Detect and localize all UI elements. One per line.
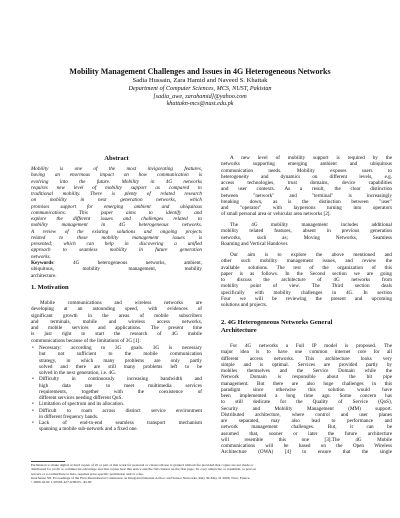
text-line: solutions and projects. xyxy=(221,302,268,308)
keywords xyxy=(31,260,202,279)
heading-line: 2. 4G Heterogeneous Networks General xyxy=(221,319,333,326)
text-line: will resemble this one [3].The 4G Mobile xyxy=(221,436,392,443)
text-line: A review of the existing solutions and ongoing projects xyxy=(31,228,202,235)
text-line: Security and Mobility Management (MM) support. xyxy=(221,405,392,412)
heading-line: Architecture xyxy=(221,327,257,334)
list-item xyxy=(31,345,202,376)
body-paragraph xyxy=(221,155,392,218)
text-line: communication needs. Mobility exposes users to xyxy=(221,167,392,174)
text-line: networks, such as; Moving Networks, Seamless xyxy=(221,234,392,241)
text-line: on mobility in next generation networks, which xyxy=(31,197,202,204)
bullet-icon: • xyxy=(32,376,34,383)
text-line: mobility point of view. The Third section deals xyxy=(221,283,392,290)
text-line: communications because of the limitations of 3G [1]: xyxy=(31,337,141,344)
text-line: distributed for profit or commercial advantage and that copies bear this notice and the full citation on the first page. To copy otherwise, to republish, to post on xyxy=(31,467,257,472)
text-line: and "operator" with laypersons turning into operators xyxy=(221,205,392,211)
text-line: spanning a mobile sub-network and a fixed one. xyxy=(39,426,138,433)
paper-authors: Sadia Hussain, Zara Hamid and Naveed S. Khattak xyxy=(132,77,268,84)
text-line: Limitation of spectrum and its allocation. xyxy=(39,401,125,408)
text-line: of small personal area or vehicular area networks [2]. xyxy=(221,211,331,218)
text-line: Network Domain is responsible about the bit pipe xyxy=(221,374,392,381)
text-line: requires new level of mobility support as compared to xyxy=(31,184,202,191)
text-line: networks. xyxy=(31,253,51,260)
text-line: communications will be based on the Open Wireless xyxy=(221,443,392,449)
text-line: servers or to redistribute to lists, requires prior specific permission and/or a fee. xyxy=(31,471,144,476)
text-line: The 4G mobility management includes additional xyxy=(230,222,392,228)
text-line: strategy, in which many problems are only partly xyxy=(39,357,202,364)
text-line: Architecture (OWA) [4] to ensure that the single xyxy=(221,449,392,456)
text-line: are separated, may also lead to performance and xyxy=(221,418,392,424)
body-paragraph xyxy=(221,222,392,247)
text-line: Difficult to roam across distinct service environment xyxy=(39,407,202,414)
text-line: having an enormous impact on how communication is xyxy=(31,172,202,179)
keywords-text: : 4G heterogeneous networks, ambient, xyxy=(53,260,202,266)
text-line: heterogeneity and dynamics on different levels, e.g. xyxy=(221,173,392,180)
text-line: solved in the next generation, i.e. 4G. xyxy=(39,370,117,376)
affiliation-line: Department of Computer Sciences, MCS, NUST, Pakistan xyxy=(128,85,272,92)
text-line: different access networks. This architecture looks very xyxy=(221,355,392,362)
motivation-paragraph xyxy=(31,300,202,344)
bullet-icon: • xyxy=(32,420,34,426)
text-line: Permission to make digital or hard copies of all or part of this work for personal or classroom use is granted without fee provided that copies are not made or xyxy=(31,463,254,467)
text-line: to discuss the architecture of 4G networks from xyxy=(221,277,392,283)
text-line: For 4G networks a Full IP model is proposed. The xyxy=(230,343,392,349)
text-line: and mobile services and applications. The present time xyxy=(31,325,202,331)
text-line: Distributed architecture, where control and user planes xyxy=(221,411,392,418)
text-line: and user contexts. As a result, the clear distinction xyxy=(221,186,392,193)
list-item xyxy=(31,376,202,401)
list-item xyxy=(31,408,202,421)
text-line: mobility management in 4G heterogeneous networks. xyxy=(31,222,202,229)
text-line: significant growth in the areas of mobile subscribers xyxy=(31,312,202,319)
text-line: specifically with mobility challenges in 4G. In section xyxy=(221,289,392,296)
bullet-icon: • xyxy=(32,345,34,351)
author-affiliation xyxy=(20,85,380,108)
text-line: promises support for emerging ambient and ubiquitous xyxy=(31,203,202,210)
text-line: Four we will be reviewing the present and upcoming xyxy=(221,295,392,302)
text-line: major idea is to have one common internet core for all xyxy=(221,349,392,356)
text-line: solved and there are still many problems left to be xyxy=(39,363,202,370)
text-line: requirements, together with the coexistence of xyxy=(39,388,202,395)
bullet-icon: • xyxy=(32,401,34,408)
text-line: breaking down, as is the distinction between "user" xyxy=(221,198,392,205)
text-line: Lack of end-to-end seamless transport mechanism xyxy=(39,420,202,426)
text-line: paradigm since otherwise this solution would have xyxy=(221,386,392,393)
text-line: ©2006 ACM 1-59593-427-0/06/05...$5.00 xyxy=(31,480,92,485)
text-line: presented; which can help in discovering a unified xyxy=(31,241,202,247)
text-line: networks supporting emerging ambient and ubiquitous xyxy=(221,161,392,168)
text-line: in different frequency bands. xyxy=(39,413,99,420)
list-item xyxy=(31,420,202,433)
text-line: Mobility is one of the most invigorating features, xyxy=(31,166,202,172)
keywords-text: ubiquitous, mobility management, mobility xyxy=(31,266,202,273)
abstract-heading: Abstract xyxy=(104,155,129,162)
text-line: mobiles themselves and the Service Domain while the xyxy=(221,368,392,374)
abstract-text xyxy=(31,166,202,260)
text-line: and terminals, mobile and wireless access networks, xyxy=(31,318,202,325)
limitations-list xyxy=(31,345,202,433)
text-line: developing at an astounding speed, with evidences of xyxy=(31,306,202,313)
bullet-icon: • xyxy=(32,407,34,414)
text-line: explore the different issues and challenges related to xyxy=(31,216,202,222)
text-line: Mobile communications and wireless networks are xyxy=(40,300,202,306)
section-heading-motivation: 1. Motivation xyxy=(31,284,69,291)
text-line: is just right to start the research of 4G mobile xyxy=(31,331,202,338)
text-line: management. But there are also huge challenges in this xyxy=(221,380,392,387)
text-line: but not sufficient to the mobile communication xyxy=(39,351,202,358)
text-line: approach to seamless mobility in future generation xyxy=(31,247,202,254)
keywords-label: Keywords xyxy=(31,260,54,266)
text-line: Our aim is to explore the above mentioned and xyxy=(230,252,392,258)
text-line: A new level of mobility support is required by the xyxy=(230,155,392,161)
text-line: assumed that, sooner or later the future architecture xyxy=(221,430,392,437)
text-line: Necessary: according to 3G goals. 3G is necessary xyxy=(39,345,202,351)
text-line: communications. This paper aims to identify and xyxy=(31,209,202,216)
text-line: Difficulty in continuously increasing bandwidth and xyxy=(39,376,202,383)
text-line: traditional mobility. There is plenty of related research xyxy=(31,191,202,197)
paper-title: Mobility Management Challenges and Issues in 4G Heterogeneous Networks xyxy=(69,67,331,76)
text-line: InterSense '06. Proceedings of the First International Conference on Integrated Internet Ad hoc and Sensor Networks, May 30-May 31 2006, Nice, France. xyxy=(31,476,251,481)
affiliation-email: [sadia_awe, zarahamid]@yahoo.com xyxy=(153,92,247,100)
text-line: different services needing different QoS. xyxy=(39,395,123,401)
text-line: simple and is optimal. Services are provided partly by xyxy=(221,361,392,368)
affiliation-email: khattakn-mcs@nust.edu.pk xyxy=(166,100,234,108)
text-line: high data rate to meet multimedia services xyxy=(39,382,202,389)
keywords-text: architecture. xyxy=(31,272,57,279)
text-line: related to these mobility management issues is xyxy=(31,234,202,241)
text-line: been implemented a long time ago. Some concern has xyxy=(221,393,392,399)
text-line: network management challenges. But, it can be xyxy=(221,424,392,431)
body-paragraph xyxy=(221,252,392,308)
text-line: to still dedicate for the Quality of Service (QoS), xyxy=(221,399,392,406)
text-line: paper is as follows. In the Second section we are going xyxy=(221,270,392,277)
text-line: access technologies, trust domains, device capabilities xyxy=(221,180,392,186)
text-line: other such mobility management issues, and review the xyxy=(221,258,392,265)
text-line: mobility related features, absent in previous generation xyxy=(221,228,392,235)
architecture-paragraph xyxy=(221,343,392,456)
text-line: available solutions. The rest of the organization of this xyxy=(221,264,392,271)
text-line: between "network" and "terminal" is increasingly xyxy=(221,192,392,199)
text-line: evolving into the future. Mobility in 4G networks xyxy=(31,178,202,185)
copyright-footer xyxy=(31,463,376,485)
section-heading-architecture xyxy=(221,319,332,335)
footer-rule xyxy=(31,461,65,462)
text-line: Roaming and Vertical Handover. xyxy=(221,240,289,247)
